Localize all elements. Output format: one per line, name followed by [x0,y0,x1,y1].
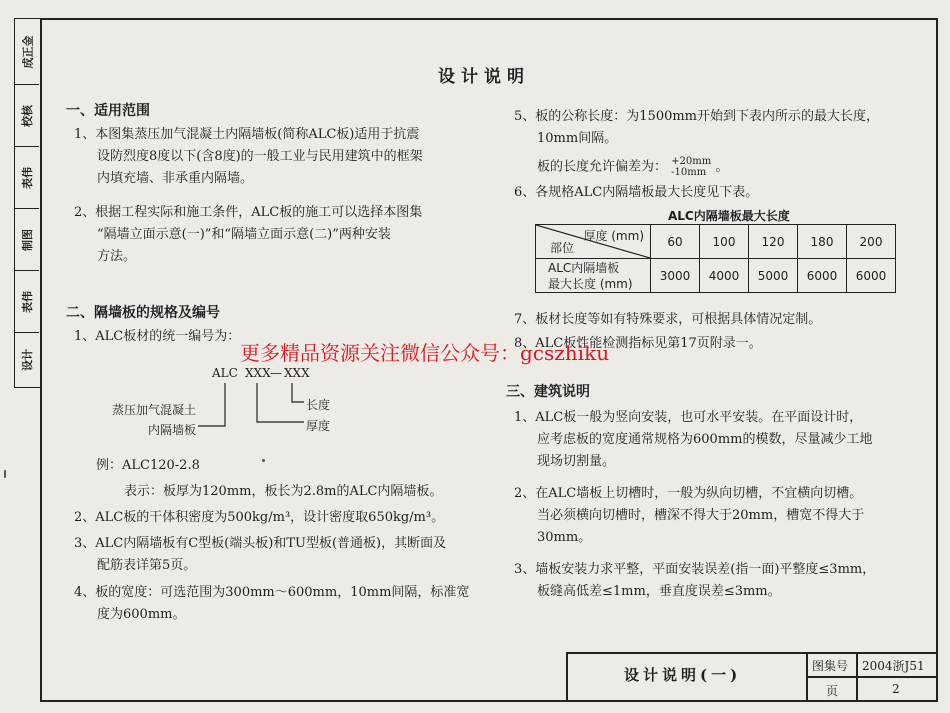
text-line: 2、根据工程实际和施工条件，ALC板的施工可以选择本图集 [74,205,423,220]
title-block-border [566,652,568,702]
table-cell: 60 [651,225,700,259]
paragraph: 8、ALC板性能检测指标见第17页附录一。 [514,336,762,351]
text-line: 4、板的宽度：可选范围为300mm～600mm，10mm间隔，标准宽 [74,585,470,600]
sheet-name: 设计说明(一) [624,666,742,684]
text-line: 最大长度 (mm) [548,276,633,291]
table-cell: 180 [798,225,847,259]
paragraph: 6、各规格ALC内隔墙板最大长度见下表。 [514,185,759,200]
thickness-label: 厚度 [306,419,331,433]
paragraph: 1、ALC板材的统一编号为： [74,329,241,344]
text-line: “隔墙立面示意(一)”和“隔墙立面示意(二)”两种安装 [97,227,391,242]
table-cell: 6000 [847,259,896,293]
code-xxx: XXX [284,366,310,380]
example-note: 表示：板厚为120mm，板长为2.8m的ALC内隔墙板。 [124,484,443,499]
table-cell: 6000 [798,259,847,293]
text-line: 当必须横向切槽时，槽深不得大于20mm，槽宽不得大于 [537,508,865,523]
code-prefix: ALC [212,366,238,380]
table-cell: 5000 [749,259,798,293]
text-line: 现场切割量。 [537,454,616,469]
text-line: 应考虑板的宽度通常规格为600mm的模数，尽量减少工地 [537,432,873,447]
title-block-border [566,652,938,654]
page-number: 2 [892,682,900,696]
section-heading: 三、建筑说明 [506,384,590,400]
text-line: 设防烈度8度以下(含8度)的一般工业与民用建筑中的框架 [97,149,423,164]
signature-column [14,18,40,388]
sidebar-text: 校核 [21,104,34,127]
table-row [536,259,896,293]
tolerance-minus: -10mm [671,167,707,178]
atlas-label: 图集号 [812,659,849,673]
tolerance-values [671,156,711,178]
sidebar-text: 制图 [21,228,34,251]
sidebar-text: 表伟 [21,166,34,189]
tolerance-plus: +20mm [671,156,712,167]
paragraph [74,202,422,268]
length-label: 长度 [306,398,331,412]
watermark-text: 更多精品资源关注微信公众号：gcszhiku [240,341,610,365]
tolerance-prefix: 板的长度允许偏差为： [537,159,668,175]
sidebar-text: 成正金 [21,35,34,68]
text-line: 1、本图集蒸压加气混凝土内隔墙板(简称ALC板)适用于抗震 [74,127,420,142]
text-line: 内填充墙、非承重内隔墙。 [97,171,254,186]
atlas-number: 2004浙J51 [862,659,925,673]
scan-speck [4,470,6,478]
text-line: 内隔墙板 [147,423,196,437]
max-length-table [535,224,896,293]
sidebar-cell [15,333,39,387]
paragraph [514,559,875,603]
paragraph [514,106,879,150]
numbering-leader-lines [190,382,320,434]
sidebar-cell [15,85,39,147]
table-cell: 200 [847,225,896,259]
table-row [536,225,896,259]
paragraph [514,407,872,473]
section-heading: 二、隔墙板的规格及编号 [66,305,220,321]
text-line: 1、ALC板一般为竖向安装，也可水平安装。在平面设计时， [514,410,863,425]
scan-speck [262,459,265,462]
text-line: 3、墙板安装力求平整，平面安装误差(指一面)平整度≤3mm， [514,562,876,577]
text-line: 3、ALC内隔墙板有C型板(端头板)和TU型板(普通板)，其断面及 [74,536,447,551]
text-line: 配筋表详第5页。 [97,558,197,573]
text-line: 5、板的公称长度：为1500mm开始到下表内所示的最大长度， [514,109,880,124]
corner-top-label: 厚度 (mm) [583,229,644,243]
tolerance-line [537,156,728,179]
sidebar-cell [15,209,39,271]
paragraph [514,483,864,549]
code-xxx: XXX [245,366,271,380]
text-line: 30mm。 [537,530,592,545]
text-line: 板缝高低差≤1mm，垂直度误差≤3mm。 [537,584,781,599]
table-cell: 4000 [700,259,749,293]
table-cell: 120 [749,225,798,259]
table-corner-cell [536,225,651,259]
text-line: 2、在ALC墙板上切槽时，一般为纵向切槽，不宜横向切槽。 [514,486,863,501]
page-title: 设计说明 [438,67,530,87]
sidebar-cell [15,271,39,333]
example-code: 例：ALC120-2.8 [96,458,200,473]
text-line: 方法。 [97,249,137,264]
paragraph [74,533,446,577]
sidebar-text: 表伟 [21,290,34,313]
title-block-border [806,676,938,678]
text-line: ALC内隔墙板 [548,260,620,275]
code-dash: — [270,366,282,380]
table-cell: 3000 [651,259,700,293]
board-label [108,400,196,440]
sidebar-cell [15,147,39,209]
text-line: 度为600mm。 [97,607,186,622]
tolerance-suffix: 。 [715,159,729,175]
paragraph: 2、ALC板的干体积密度为500kg/m³，设计密度取650kg/m³。 [74,510,445,525]
corner-bottom-label: 部位 [550,241,575,255]
page-label: 页 [826,684,839,698]
section-heading: 一、适用范围 [66,103,150,119]
table-cell: 100 [700,225,749,259]
text-line: 10mm间隔。 [537,131,618,146]
sidebar-cell [15,19,39,85]
paragraph [74,582,469,626]
paragraph: 7、板材长度等如有特殊要求，可根据具体情况定制。 [514,312,822,327]
sidebar-text: 设计 [21,349,34,371]
text-line: 蒸压加气混凝土 [111,403,196,417]
table-title: ALC内隔墙板最大长度 [668,209,790,223]
paragraph [74,124,423,190]
table-row-label [536,259,651,293]
